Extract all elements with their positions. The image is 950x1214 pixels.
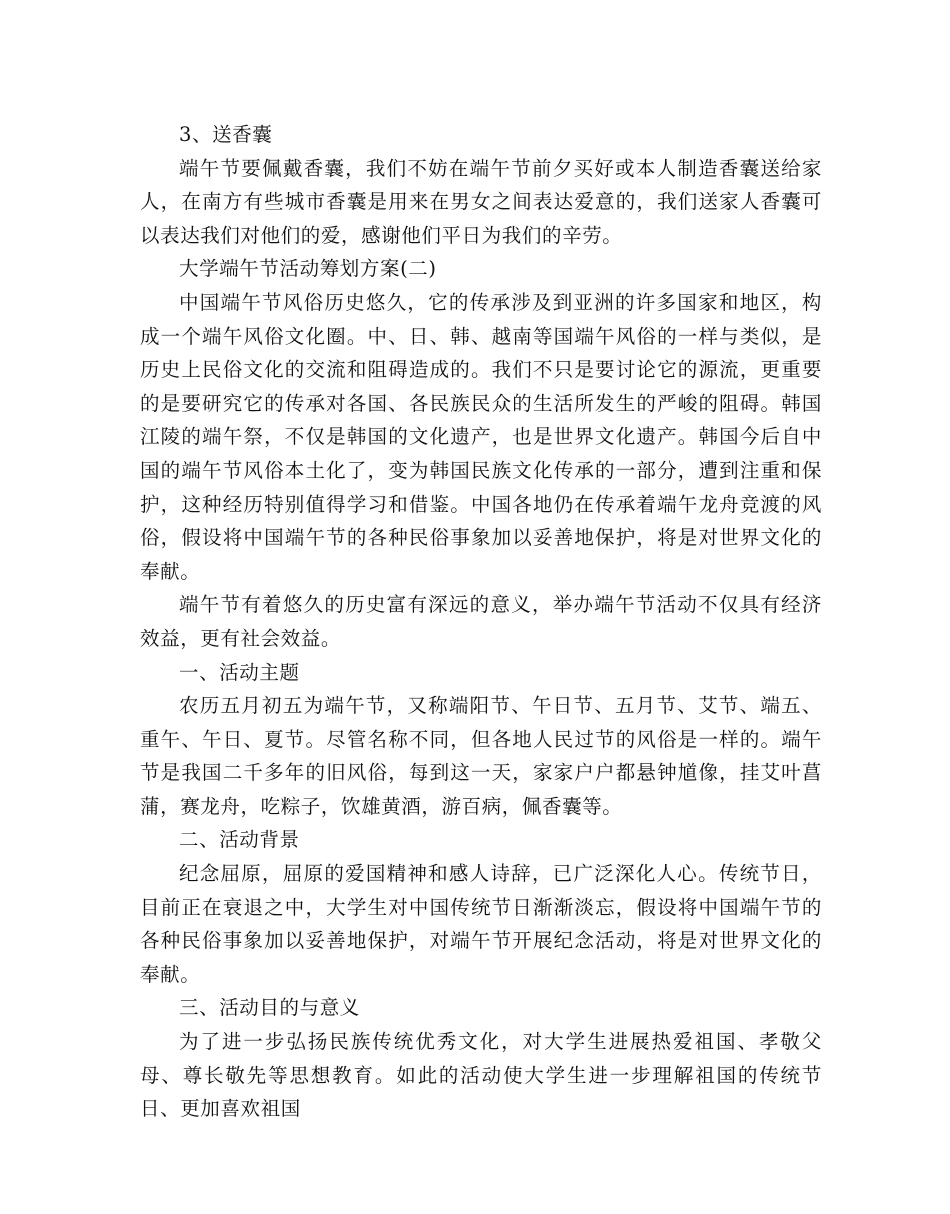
paragraph-theme: 农历五月初五为端午节，又称端阳节、午日节、五月节、艾节、端五、重午、午日、夏节。尽管名称不同，但各地人民过节的风俗是一样的。端午节是我国二千多年的旧风俗，每到这一天，家家户户都悬钟馗像，挂艾叶菖蒲，赛龙舟，吃粽子，饮雄黄酒，游百病，佩香囊等。 — [140, 694, 822, 818]
document-title-plan-two: 大学端午节活动筹划方案(二) — [179, 257, 437, 281]
section-heading-purpose: 三、活动目的与意义 — [179, 996, 360, 1020]
paragraph-song-xiangnang: 端午节要佩戴香囊，我们不妨在端午节前夕买好或本人制造香囊送给家人，在南方有些城市香囊是用来在男女之间表达爱意的，我们送家人香囊可以表达我们对他们的爱，感谢他们平日为我们的辛劳。 — [140, 156, 822, 247]
document-body — [140, 118, 822, 1126]
paragraph-purpose: 为了进一步弘扬民族传统优秀文化，对大学生进展热爱祖国、孝敬父母、尊长敬先等思想教育。如此的活动使大学生进一步理解祖国的传统节日、更加喜欢祖国 — [140, 1030, 822, 1121]
section-heading-theme: 一、活动主题 — [179, 660, 300, 684]
paragraph-history: 中国端午节风俗历史悠久，它的传承涉及到亚洲的许多国家和地区，构成一个端午风俗文化圈。中、日、韩、越南等国端午风俗的一样与类似，是历史上民俗文化的交流和阻碍造成的。我们不只是要讨论它的源流，更重要的是要研究它的传承对各国、各民族民众的生活所发生的严峻的阻碍。韩国江陵的端午祭，不仅是韩国的文化遗产，也是世界文化遗产。韩国今后自中国的端午节风俗本土化了，变为韩国民族文化传承的一部分，遭到注重和保护，这种经历特别值得学习和借鉴。中国各地仍在传承着端午龙舟竞渡的风俗，假设将中国端午节的各种民俗事象加以妥善地保护，将是对世界文化的奉献。 — [140, 290, 822, 583]
paragraph-background: 纪念屈原，屈原的爱国精神和感人诗辞，已广泛深化人心。传统节日，目前正在衰退之中，大学生对中国传统节日渐渐淡忘，假设将中国端午节的各种民俗事象加以妥善地保护，对端午节开展纪念活动，将是对世界文化的奉献。 — [140, 862, 822, 986]
section-heading-song-xiangnang: 3、送香囊 — [179, 123, 273, 146]
section-heading-background: 二、活动背景 — [179, 828, 300, 852]
paragraph-significance: 端午节有着悠久的历史富有深远的意义，举办端午节活动不仅具有经济效益，更有社会效益。 — [140, 593, 822, 650]
